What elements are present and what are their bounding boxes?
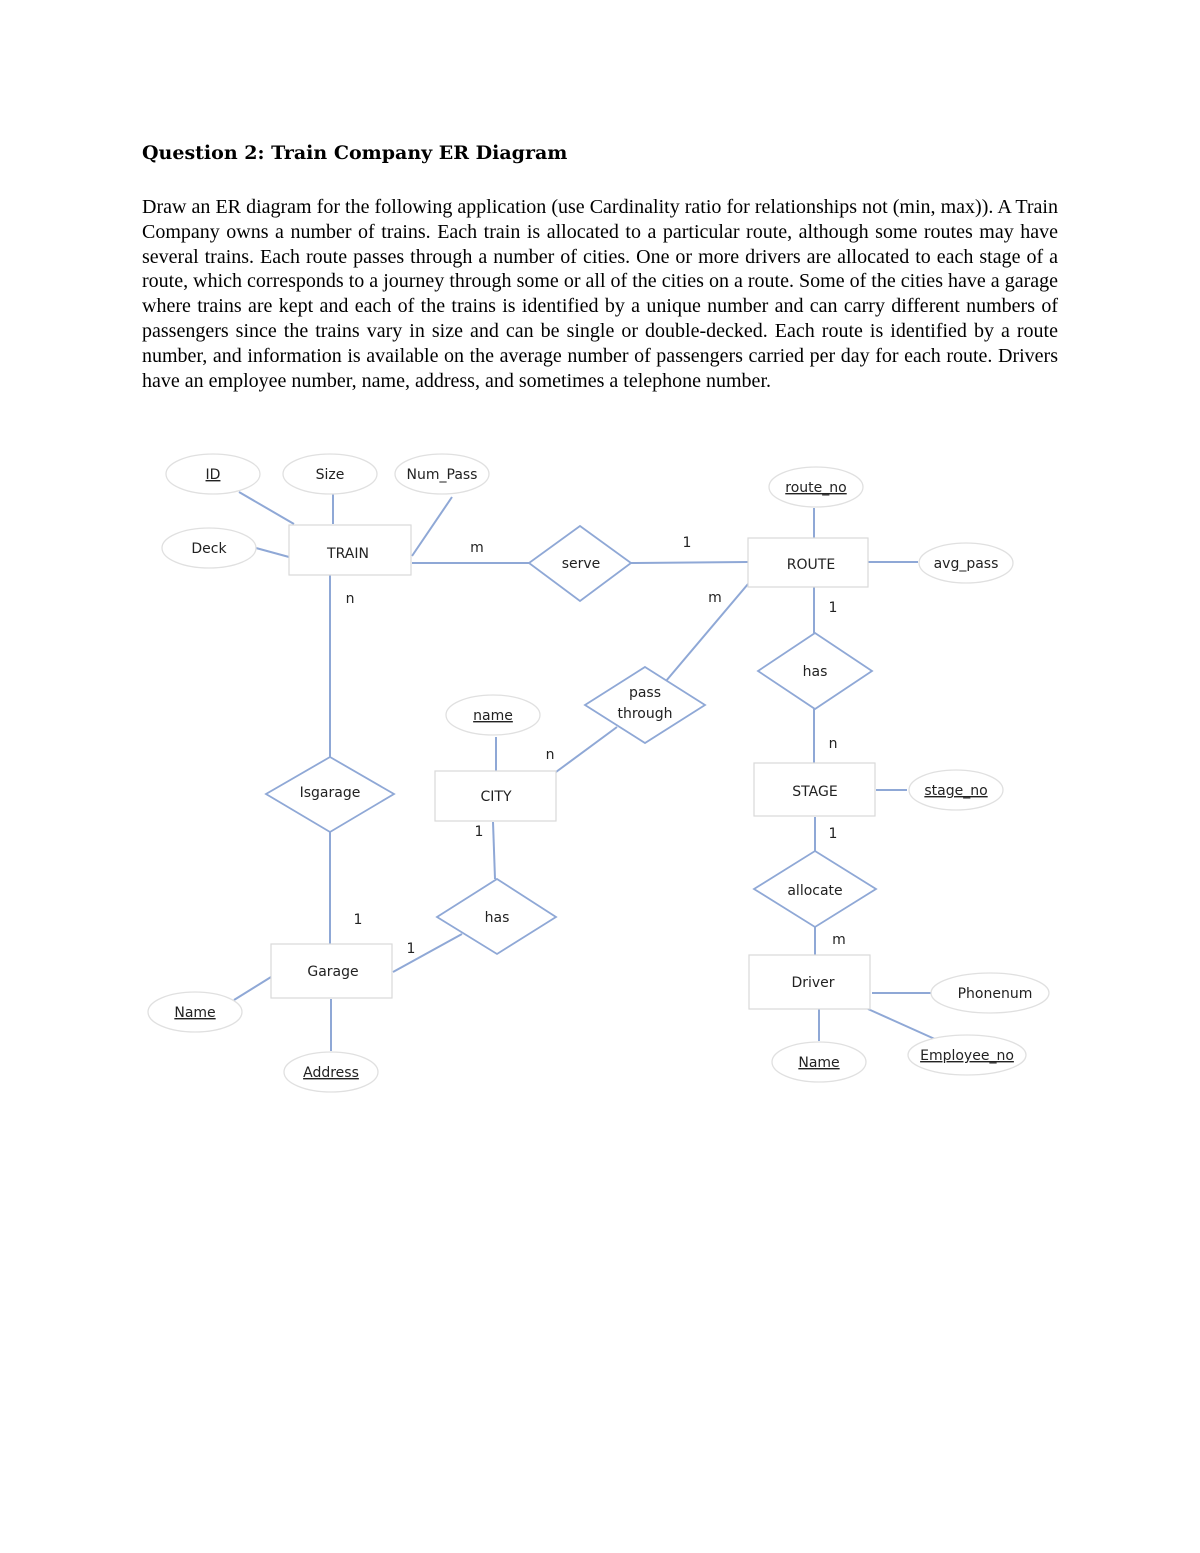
cardinality-isgarage-garage: 1 <box>353 912 363 928</box>
question-text: Draw an ER diagram for the following application (use Cardinality ratio for relationships not (min, max)). A Train Company owns a number of trains. Each train is allocated to a particular route, although some routes may have several trains. Each route passes through a number of cities. One or more drivers are allocated to each stage of a route, which corresponds to a journey through some or all of the cities on a route. Some of the cities have a garage where trains are kept and each of the trains is identified by a unique number and can carry different numbers of passengers since the trains vary in size and can be single or double-decked. Each route is identified by a route number, and information is available on the average number of passengers carried per day for each route. Drivers have an employee number, name, address, and sometimes a telephone number. <box>142 196 1058 392</box>
svg-text:ID: ID <box>205 467 221 483</box>
svg-text:has: has <box>802 664 828 680</box>
svg-text:Garage: Garage <box>307 964 359 980</box>
svg-text:Address: Address <box>303 1065 359 1081</box>
svg-text:Deck: Deck <box>191 541 227 557</box>
svg-text:stage_no: stage_no <box>924 783 988 799</box>
cardinality-allocate-driver: m <box>832 932 846 948</box>
attribute-city-name <box>446 695 540 735</box>
svg-text:Name: Name <box>174 1005 216 1021</box>
svg-text:avg_pass: avg_pass <box>933 556 999 572</box>
svg-text:Size: Size <box>315 467 345 483</box>
relationship-pass-through <box>585 667 705 743</box>
entity-city <box>435 771 556 821</box>
attribute-garage-address <box>284 1052 378 1092</box>
cardinality-has-garage: 1 <box>406 941 416 957</box>
attribute-train-deck <box>162 528 256 568</box>
attribute-route-no <box>769 467 863 507</box>
cardinality-stage-allocate: 1 <box>828 826 838 842</box>
attribute-train-num-pass <box>395 454 489 494</box>
svg-text:Driver: Driver <box>791 975 835 991</box>
svg-text:CITY: CITY <box>480 789 512 805</box>
attribute-garage-name <box>148 992 242 1032</box>
attribute-stage-no <box>909 770 1003 810</box>
relationship-city-has <box>437 879 556 954</box>
cardinality-city-pass: n <box>545 747 555 763</box>
svg-text:has: has <box>484 910 510 926</box>
relationship-isgarage <box>266 757 394 832</box>
svg-text:Isgarage: Isgarage <box>299 785 361 801</box>
relationship-allocate <box>754 851 876 927</box>
svg-text:TRAIN: TRAIN <box>327 546 369 562</box>
cardinality-serve-route: 1 <box>682 535 692 551</box>
svg-text:ROUTE: ROUTE <box>786 557 836 573</box>
entity-route <box>748 538 868 587</box>
svg-text:Employee_no: Employee_no <box>920 1048 1014 1064</box>
svg-text:Phonenum: Phonenum <box>957 986 1033 1002</box>
entity-stage <box>754 763 875 816</box>
cardinality-city-has: 1 <box>474 824 484 840</box>
svg-text:through: through <box>617 706 673 722</box>
cardinality-train-isgarage: n <box>345 591 355 607</box>
cardinality-train-serve: m <box>470 540 484 556</box>
attribute-driver-name <box>772 1042 866 1082</box>
svg-text:Num_Pass: Num_Pass <box>406 467 478 483</box>
entity-driver <box>749 955 870 1009</box>
attribute-train-size <box>283 454 377 494</box>
svg-text:serve: serve <box>561 556 601 572</box>
relationship-route-has <box>758 633 872 709</box>
svg-text:name: name <box>473 708 513 724</box>
entity-garage <box>271 944 392 998</box>
cardinality-has-stage: n <box>828 736 838 752</box>
entity-train <box>289 525 411 575</box>
svg-text:allocate: allocate <box>787 883 843 899</box>
cardinality-route-has: 1 <box>828 600 838 616</box>
svg-text:STAGE: STAGE <box>792 784 838 800</box>
relationship-diamonds <box>266 526 876 954</box>
svg-text:route_no: route_no <box>785 480 847 496</box>
cardinality-route-pass: m <box>708 590 722 606</box>
attribute-driver-employee-no <box>908 1035 1026 1075</box>
page-title: Question 2: Train Company ER Diagram <box>142 142 568 164</box>
attribute-driver-phonenum <box>931 973 1049 1013</box>
svg-text:Name: Name <box>798 1055 840 1071</box>
relationship-serve <box>529 526 631 601</box>
entity-rectangles <box>271 525 875 1009</box>
svg-text:pass: pass <box>628 685 662 701</box>
attribute-train-id <box>166 454 260 494</box>
attribute-route-avg-pass <box>919 543 1013 583</box>
